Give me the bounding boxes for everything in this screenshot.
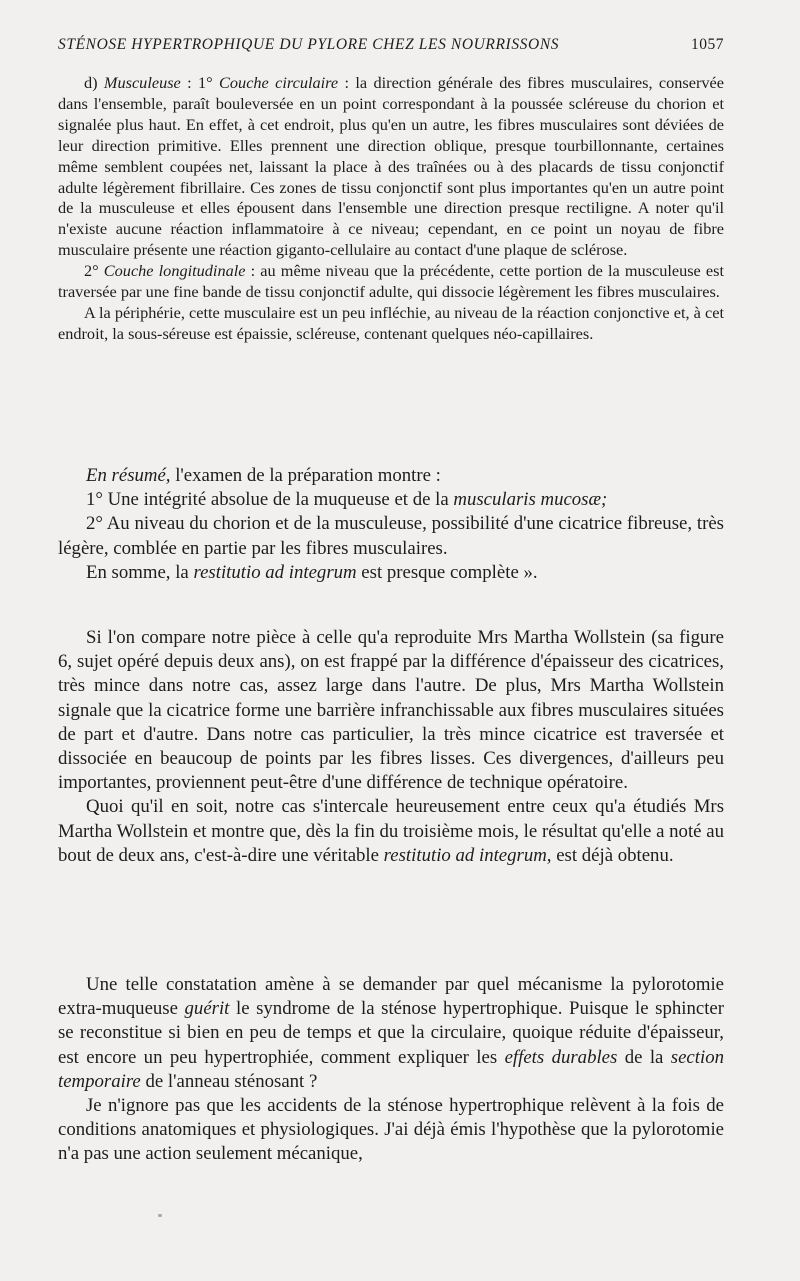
running-title: STÉNOSE HYPERTROPHIQUE DU PYLORE CHEZ LES NOURRISSONS (58, 36, 560, 53)
item-marker: 2° (84, 261, 99, 281)
paragraph-couche-longitudinale (58, 261, 724, 303)
comparison-paragraph-1: Si l'on compare notre pièce à celle qu'a reproduite Mrs Martha Wollstein (sa figure 6, sujet opéré depuis deux ans), on est frappé par la différence d'épaisseur des cicatrices, très mince dans notre cas, assez large dans l'autre. De plus, Mrs Martha Wollstein signale que la cicatrice forme une barrière infranchissable aux fibres musculaires situées de part et d'autre. Dans notre cas particulier, la très mince cicatrice est traversée et dissociée en beaucoup de points par les fibres lisses. Ces divergences, d'ailleurs peu importantes, proviennent peut-être d'une différence de technique opératoire. (58, 627, 724, 794)
paragraph-peripherie: A la périphérie, cette musculaire est un peu infléchie, au niveau de la réaction conjonctive et, à cet endroit, la sous-séreuse est épaissie, scléreuse, contenant quelques néo-capillaires. (58, 302, 724, 343)
print-speck (158, 1214, 162, 1217)
summary-item-1: 1° Une intégrité absolue de la muqueuse et de la muscularis mucosæ; (86, 489, 608, 511)
comparison-section (58, 626, 724, 868)
summary-intro: En résumé, l'examen de la préparation montre : (86, 465, 441, 486)
subsection-title: Couche longitudinale (103, 261, 246, 281)
mechanism-paragraph-2: Je n'ignore pas que les accidents de la sténose hypertrophique relèvent à la fois de conditions anatomiques et physiologiques. J'ai déjà émis l'hypothèse que la pylorotomie n'a pas une action seulement mécanique, (58, 1095, 724, 1165)
summary-lead: En résumé, (86, 465, 171, 486)
summary-section (58, 464, 724, 585)
paragraph-couche-circulaire (58, 73, 724, 261)
page-number: 1057 (691, 36, 724, 53)
subsection-title: Couche circulaire (219, 73, 339, 92)
paragraph-text: : la direction générale des fibres musculaires, conservée dans l'ensemble, paraît bouleversée en un point correspondant à la poussée scléreuse du chorion et signalée plus haut. En effet, à cet endroit, plus qu'en un autre, les fibres musculaires sont déviées de leur direction primitive. Elles prennent une direction oblique, presque tourbillonnante, certaines même semblent coupées net, laissant la place à des traînées ou à des placards de tissu conjonctif adulte légèrement fibrillaire. Ces zones de tissu conjonctif sont plus importantes qu'en un autre point de la musculeuse et elles épousent dans l'ensemble une direction presque rectiligne. A noter qu'il n'existe aucune réaction inflammatoire à ce niveau; cependant, en ce point un noyau de fibre musculaire présente une réaction giganto-cellulaire au contact d'une plaque de sclérose. (58, 73, 724, 260)
section-label: d) (84, 73, 98, 92)
mechanism-section (58, 973, 724, 1167)
section-title: Musculeuse (103, 73, 181, 92)
paragraph-text: : au même niveau que la précédente, cette portion de la musculeuse est traversée par une fine bande de tissu conjonctif adulte, qui dissocie légèrement les fibres musculaires. (58, 261, 725, 302)
comparison-paragraph-2: Quoi qu'il en soit, notre cas s'intercale heureusement entre ceux qu'a étudiés Mrs Martha Wollstein et montre que, dès la fin du troisième mois, le résultat qu'elle a noté au bout de deux ans, c'est-à-dire une véritable restitutio ad integrum, est déjà obtenu. (58, 796, 724, 866)
item-marker: : 1° (187, 73, 213, 92)
section-musculeuse (58, 73, 724, 345)
summary-item-2: 2° Au niveau du chorion et de la musculeuse, possibilité d'une cicatrice fibreuse, très légère, comblée en partie par les fibres musculaires. (58, 513, 724, 559)
mechanism-paragraph-1: Une telle constatation amène à se demander par quel mécanisme la pylorotomie extra-muqueuse guérit le syndrome de la sténose hypertrophique. Puisque le sphincter se reconstitue si bien en peu de temps et que la circulaire, quoique réduite d'épaisseur, est encore un peu hypertrophiée, comment expliquer les effets durables de la section temporaire de l'anneau sténosant ? (58, 974, 725, 1092)
summary-conclusion: En somme, la restitutio ad integrum est presque complète ». (86, 561, 538, 583)
running-head (58, 36, 724, 54)
